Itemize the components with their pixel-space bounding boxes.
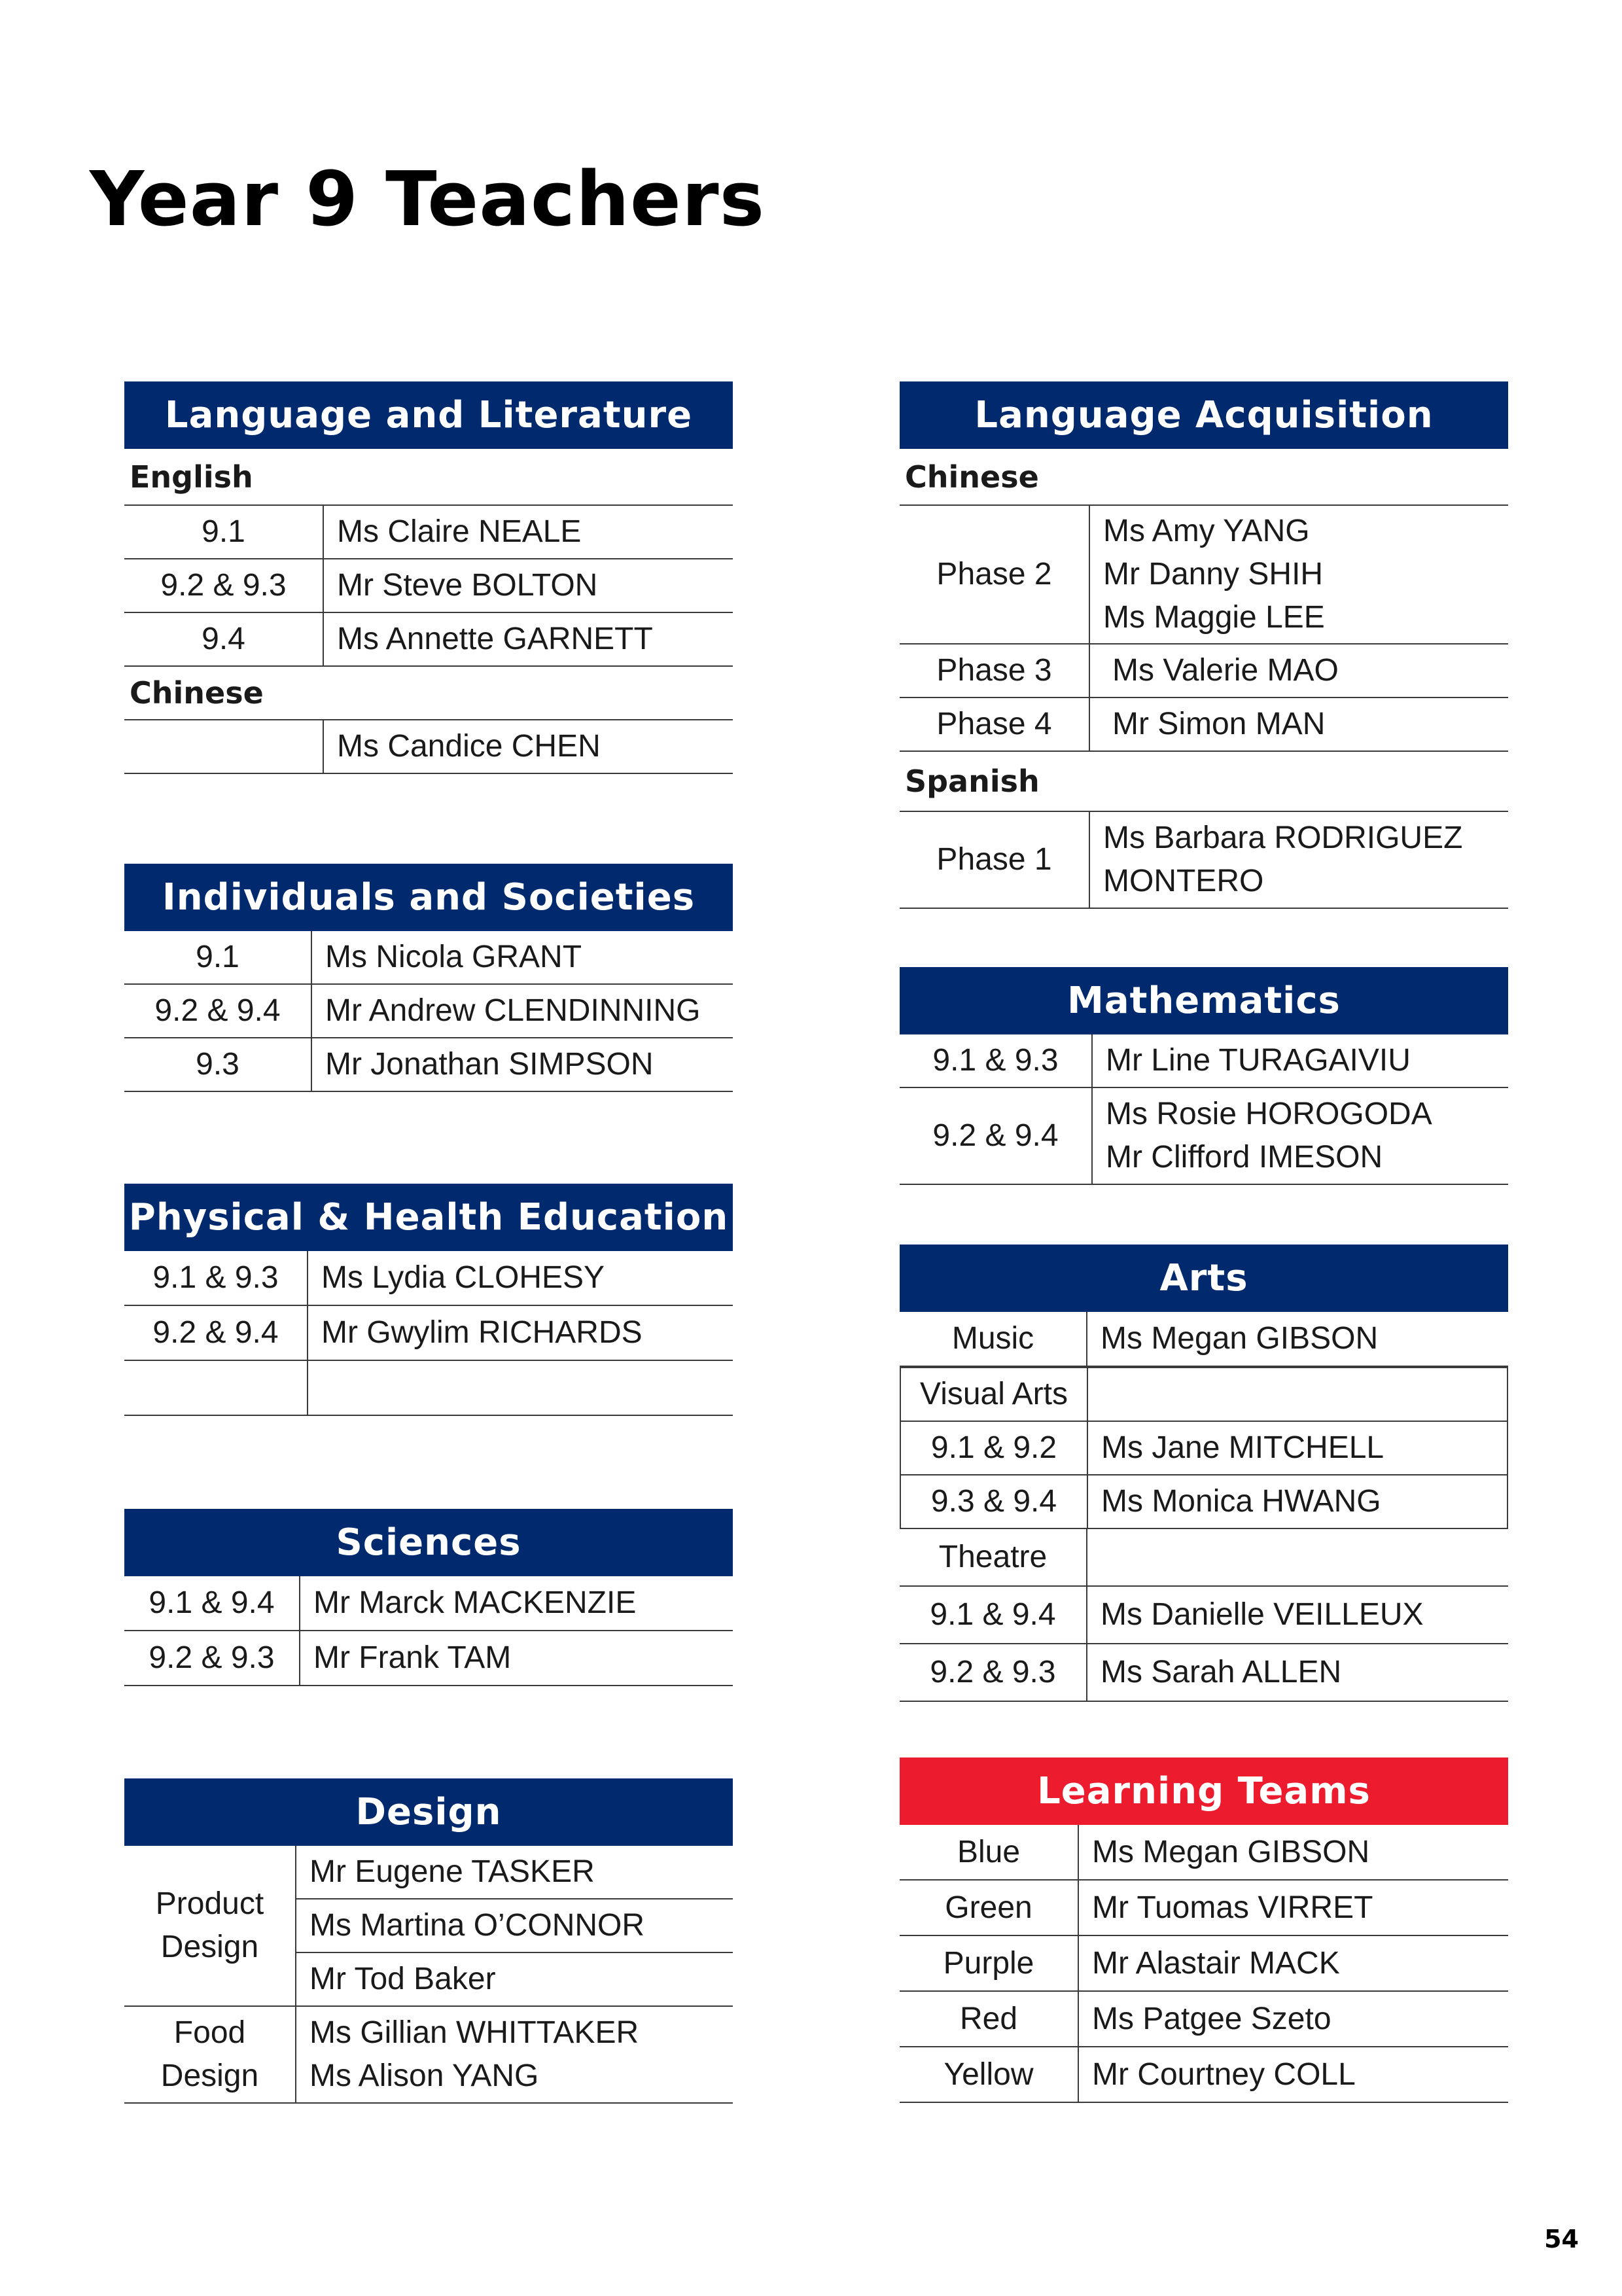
- teacher-name: Mr Eugene TASKER: [296, 1846, 733, 1899]
- panel-language-acquisition: [900, 381, 1508, 909]
- food-design-label: [124, 2006, 296, 2103]
- table-row: [900, 2047, 1508, 2102]
- team-label: Blue: [900, 1825, 1078, 1880]
- table-row: [900, 644, 1508, 698]
- subject-label: Visual Arts: [900, 1368, 1087, 1421]
- phase-label: Phase 2: [900, 505, 1089, 644]
- class-label: 9.1 & 9.2: [900, 1421, 1087, 1475]
- table-row: [124, 2006, 733, 2103]
- class-label: 9.2 & 9.4: [124, 984, 311, 1038]
- teacher-list: [1089, 505, 1508, 644]
- product-design-label: [124, 1846, 296, 2006]
- table-row: [124, 1360, 733, 1415]
- teacher-name: [308, 1360, 733, 1415]
- class-label: 9.1: [124, 931, 311, 984]
- learning-teams-table: [900, 1825, 1508, 2103]
- teacher-name: Ms Rosie HOROGODA: [1106, 1097, 1432, 1131]
- teacher-name: Ms Amy YANG: [1103, 514, 1310, 548]
- team-label: Red: [900, 1991, 1078, 2047]
- teacher-name: Ms Nicola GRANT: [311, 931, 733, 984]
- class-label: 9.3: [124, 1038, 311, 1091]
- panel-header: Physical & Health Education: [124, 1184, 733, 1251]
- individuals-societies-table: [124, 931, 733, 1092]
- table-row: [900, 505, 1508, 644]
- subheading-row: [124, 666, 733, 720]
- panel-mathematics: [900, 967, 1508, 1185]
- teacher-name: Mr Gwylim RICHARDS: [308, 1305, 733, 1360]
- page-number: 54: [1544, 2225, 1579, 2253]
- subheading-chinese: Chinese: [124, 666, 733, 720]
- label-line: Product: [155, 1886, 264, 1921]
- table-row: [124, 1846, 733, 1899]
- teacher-name: Mr Marck MACKENZIE: [300, 1576, 733, 1631]
- table-row: [124, 505, 733, 559]
- subheading-row: [124, 449, 733, 505]
- panel-header: Arts: [900, 1245, 1508, 1312]
- table-row: [124, 559, 733, 612]
- teacher-name: Mr Tod Baker: [296, 1952, 733, 2006]
- panel-learning-teams: [900, 1757, 1508, 2103]
- panel-language-literature: [124, 381, 733, 774]
- panel-header: Individuals and Societies: [124, 864, 733, 931]
- subheading-chinese: Chinese: [900, 449, 1508, 505]
- teacher-name: Ms Barbara RODRIGUEZ: [1103, 821, 1463, 855]
- class-label: 9.1 & 9.3: [124, 1251, 308, 1305]
- teacher-name: Mr Tuomas VIRRET: [1078, 1880, 1508, 1935]
- teacher-name: Ms Megan GIBSON: [1078, 1825, 1508, 1880]
- table-row: [900, 1935, 1508, 1991]
- arts-theatre-table: [900, 1529, 1508, 1702]
- teacher-name: Ms Danielle VEILLEUX: [1087, 1586, 1508, 1644]
- page-title: Year 9 Teachers: [90, 156, 766, 243]
- teacher-name: Mr Frank TAM: [300, 1631, 733, 1686]
- class-label: 9.1 & 9.4: [124, 1576, 300, 1631]
- language-literature-table: [124, 449, 733, 774]
- teacher-name: Mr Alastair MACK: [1078, 1935, 1508, 1991]
- table-row: [900, 1991, 1508, 2047]
- teacher-name: Mr Line TURAGAIVIU: [1092, 1034, 1508, 1087]
- label-line: Design: [160, 1930, 259, 1964]
- design-table: [124, 1846, 733, 2104]
- table-row: [124, 1576, 733, 1631]
- teacher-name: Ms Maggie LEE: [1103, 600, 1325, 635]
- panel-physical-health: [124, 1184, 733, 1416]
- class-label: 9.3 & 9.4: [900, 1475, 1087, 1528]
- teacher-name: Ms Annette GARNETT: [323, 612, 733, 666]
- subject-label: Theatre: [900, 1529, 1087, 1586]
- table-row: [124, 720, 733, 773]
- table-row: [124, 984, 733, 1038]
- panel-arts: [900, 1245, 1508, 1702]
- team-label: Purple: [900, 1935, 1078, 1991]
- panel-header: Sciences: [124, 1509, 733, 1576]
- teacher-name: Ms Patgee Szeto: [1078, 1991, 1508, 2047]
- panel-sciences: [124, 1509, 733, 1686]
- table-row: [124, 1631, 733, 1686]
- mathematics-table: [900, 1034, 1508, 1185]
- team-label: Green: [900, 1880, 1078, 1935]
- subheading-english: English: [124, 449, 733, 505]
- teacher-name: Ms Valerie MAO: [1089, 644, 1508, 698]
- phase-label: Phase 4: [900, 698, 1089, 751]
- teacher-name: Ms Gillian WHITTAKER: [309, 2015, 639, 2050]
- arts-table: [900, 1312, 1508, 1367]
- class-label: 9.1 & 9.3: [900, 1034, 1092, 1087]
- panel-header: Language Acquisition: [900, 381, 1508, 449]
- teacher-name: Ms Claire NEALE: [323, 505, 733, 559]
- class-label: 9.4: [124, 612, 323, 666]
- teacher-list: [296, 2006, 733, 2103]
- table-row: [900, 811, 1508, 908]
- label-line: Design: [160, 2058, 259, 2093]
- class-label: 9.2 & 9.3: [124, 1631, 300, 1686]
- class-label: 9.2 & 9.3: [900, 1644, 1087, 1701]
- class-label: [124, 720, 323, 773]
- panel-header: Design: [124, 1778, 733, 1846]
- panel-design: [124, 1778, 733, 2104]
- class-label: 9.2 & 9.4: [124, 1305, 308, 1360]
- table-row: [124, 931, 733, 984]
- teacher-name: Ms Alison YANG: [309, 2058, 539, 2093]
- phase-label: Phase 1: [900, 811, 1089, 908]
- teacher-name: Ms Candice CHEN: [323, 720, 733, 773]
- teacher-name: [1087, 1368, 1507, 1421]
- table-row: [900, 1825, 1508, 1880]
- table-row: [900, 1087, 1508, 1184]
- table-row: [124, 1251, 733, 1305]
- table-row: [900, 1586, 1508, 1644]
- team-label: Yellow: [900, 2047, 1078, 2102]
- language-acquisition-table: [900, 449, 1508, 909]
- teacher-list: [1089, 811, 1508, 908]
- phase-label: Phase 3: [900, 644, 1089, 698]
- teacher-name: Ms Megan GIBSON: [1087, 1312, 1508, 1366]
- class-label: Music: [900, 1312, 1087, 1366]
- physical-health-table: [124, 1251, 733, 1416]
- class-label: [124, 1360, 308, 1415]
- table-row: [900, 1529, 1508, 1586]
- table-row: [900, 1644, 1508, 1701]
- table-row: [900, 1034, 1508, 1087]
- table-row: [124, 1038, 733, 1091]
- table-row: [900, 1880, 1508, 1935]
- panel-individuals-societies: [124, 864, 733, 1092]
- teacher-name: Mr Steve BOLTON: [323, 559, 733, 612]
- teacher-name: Ms Jane MITCHELL: [1087, 1421, 1507, 1475]
- subheading-row: [900, 449, 1508, 505]
- class-label: 9.2 & 9.4: [900, 1087, 1092, 1184]
- sciences-table: [124, 1576, 733, 1686]
- teacher-name: Ms Monica HWANG: [1087, 1475, 1507, 1528]
- table-row: [124, 612, 733, 666]
- arts-visual-table: [900, 1367, 1508, 1529]
- teacher-name: Mr Andrew CLENDINNING: [311, 984, 733, 1038]
- teacher-name: [1087, 1529, 1508, 1586]
- subheading-spanish: Spanish: [900, 751, 1508, 811]
- panel-header: Learning Teams: [900, 1757, 1508, 1825]
- teacher-name: Mr Danny SHIH: [1103, 557, 1324, 592]
- teacher-list: [1092, 1087, 1508, 1184]
- table-row: [900, 698, 1508, 751]
- teacher-name: Ms Martina O’CONNOR: [296, 1899, 733, 1952]
- teacher-name: Mr Clifford IMESON: [1106, 1140, 1383, 1174]
- class-label: 9.2 & 9.3: [124, 559, 323, 612]
- panel-header: Mathematics: [900, 967, 1508, 1034]
- table-row: [900, 1312, 1508, 1366]
- table-row: [900, 1421, 1507, 1475]
- class-label: 9.1 & 9.4: [900, 1586, 1087, 1644]
- teacher-name: Ms Sarah ALLEN: [1087, 1644, 1508, 1701]
- teacher-name: Ms Lydia CLOHESY: [308, 1251, 733, 1305]
- class-label: 9.1: [124, 505, 323, 559]
- teacher-name: Mr Jonathan SIMPSON: [311, 1038, 733, 1091]
- panel-header: Language and Literature: [124, 381, 733, 449]
- table-row: [900, 1475, 1507, 1528]
- label-line: Food: [173, 2015, 246, 2050]
- teacher-name: MONTERO: [1103, 864, 1264, 898]
- teacher-name: Mr Simon MAN: [1089, 698, 1508, 751]
- table-row: [124, 1305, 733, 1360]
- subheading-row: [900, 751, 1508, 811]
- teacher-name: Mr Courtney COLL: [1078, 2047, 1508, 2102]
- table-row: [900, 1368, 1507, 1421]
